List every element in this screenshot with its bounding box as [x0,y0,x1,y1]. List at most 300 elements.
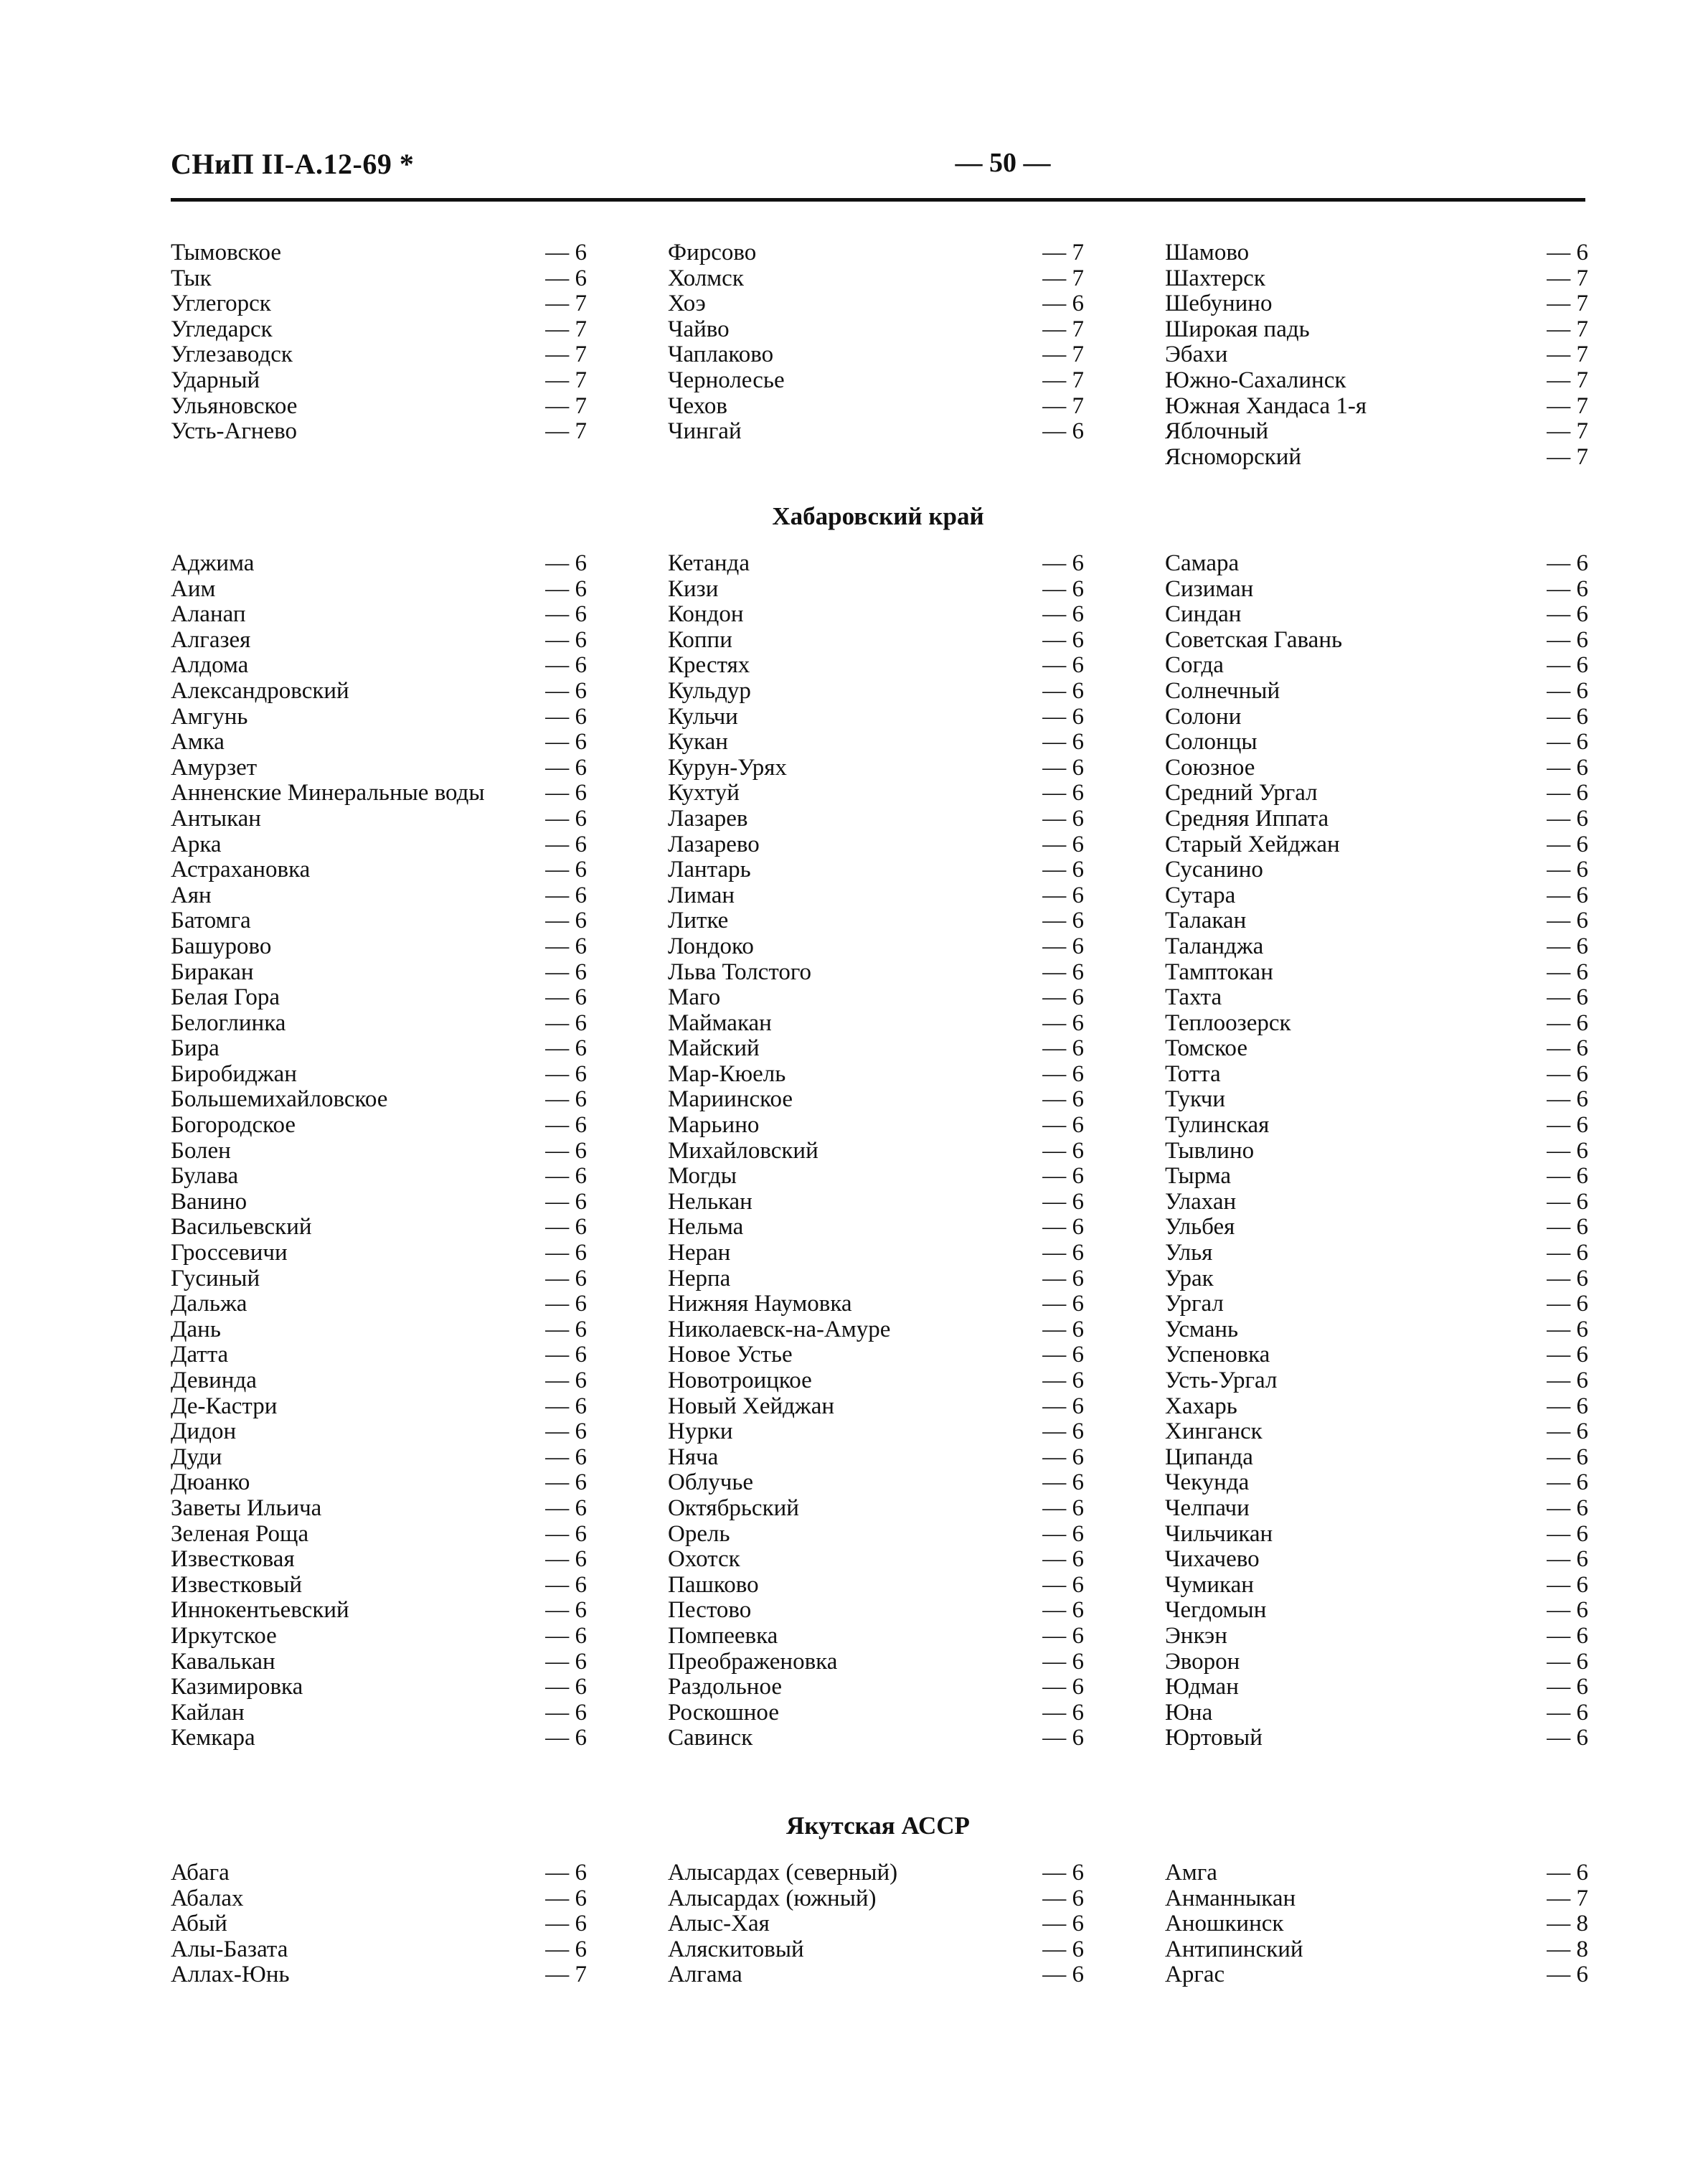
list-item [668,240,1084,266]
list-item [1165,240,1588,266]
place-value: — 6 [1042,857,1084,883]
place-value: — 7 [1547,367,1588,393]
place-name: Усть-Ургал [1165,1368,1278,1393]
list-item [668,1113,1084,1139]
place-value: — 6 [545,1342,587,1368]
list-item [1165,1394,1588,1420]
list-item [668,317,1084,343]
place-name: Мар-Кюель [668,1060,786,1087]
list-item [171,266,587,292]
place-name: Известковый [171,1571,303,1598]
place-value: — 6 [1547,1060,1588,1087]
list-item [668,1700,1084,1726]
place-value: — 6 [545,857,587,883]
place-value: — 6 [545,601,587,628]
list-item [668,985,1084,1011]
place-value: — 6 [1547,882,1588,908]
place-name: Аляскитовый [668,1936,804,1962]
list-item [171,1937,587,1963]
list-item [1165,832,1588,858]
list-item [171,577,587,603]
list-item [1165,1496,1588,1522]
place-name: Талакан [1165,908,1247,934]
place-name: Синдан [1165,601,1242,628]
list-item [1165,1860,1588,1886]
place-value: — 6 [1042,1962,1084,1988]
place-value: — 6 [1042,418,1084,445]
place-name: Бира [171,1035,220,1062]
place-name: Чекунда [1165,1469,1250,1496]
place-value: — 7 [1547,265,1588,291]
column-3 [1165,551,1588,1751]
list-item [171,1470,587,1496]
list-item [668,1291,1084,1317]
list-item [1165,756,1588,781]
list-item [1165,291,1588,317]
place-value: — 6 [1042,1674,1084,1700]
place-value: — 6 [1042,1393,1084,1419]
column-1 [171,240,587,470]
list-item [171,1113,587,1139]
place-name: Орель [668,1520,730,1547]
place-value: — 6 [1547,1674,1588,1700]
place-name: Пестово [668,1597,752,1624]
list-item [171,908,587,934]
place-value: — 6 [545,959,587,985]
list-item [171,1911,587,1937]
list-item [1165,679,1588,705]
place-name: Хахарь [1165,1393,1237,1419]
place-value: — 7 [545,367,587,393]
place-value: — 6 [1042,908,1084,934]
place-name: Ванино [171,1188,247,1215]
column-2 [668,240,1084,470]
column-1 [171,551,587,1751]
place-value: — 6 [545,1469,587,1496]
place-name: Улахан [1165,1188,1237,1215]
place-value: — 6 [1042,1936,1084,1962]
place-name: Охотск [668,1546,740,1573]
place-value: — 6 [1042,959,1084,985]
place-value: — 6 [1042,1265,1084,1291]
place-value: — 6 [1042,1520,1084,1547]
place-name: Де-Кастри [171,1393,278,1419]
list-item [1165,1700,1588,1726]
place-name: Чаплаково [668,342,774,368]
list-item [1165,1011,1588,1037]
place-value: — 6 [545,1418,587,1445]
place-value: — 6 [1042,1699,1084,1726]
list-item [171,832,587,858]
place-value: — 6 [1547,1137,1588,1164]
place-value: — 6 [545,1911,587,1937]
list-item [668,266,1084,292]
place-name: Казимировка [171,1674,303,1700]
place-name: Чернолесье [668,367,785,393]
place-name: Дальжа [171,1291,247,1317]
place-value: — 6 [545,1444,587,1470]
list-item [668,1342,1084,1368]
place-name: Энкэн [1165,1622,1227,1649]
place-name: Юртовый [1165,1725,1263,1751]
place-name: Чехов [668,392,727,419]
place-value: — 6 [1547,1597,1588,1624]
place-value: — 6 [545,1860,587,1886]
list-item [171,1547,587,1573]
list-item [1165,394,1588,420]
list-item [1165,1649,1588,1675]
place-name: Старый Хейджан [1165,831,1340,857]
list-item [1165,1886,1588,1912]
list-item [1165,1317,1588,1343]
place-value: — 6 [1547,601,1588,628]
place-value: — 6 [1547,1291,1588,1317]
list-item [171,730,587,756]
place-value: — 6 [1547,703,1588,730]
place-name: Амга [1165,1860,1217,1886]
place-value: — 6 [1547,1962,1588,1988]
list-item [1165,1419,1588,1445]
place-name: Роскошное [668,1699,779,1726]
place-name: Эворон [1165,1648,1240,1675]
place-value: — 6 [1547,1163,1588,1190]
place-value: — 6 [1042,1214,1084,1241]
list-item [668,1419,1084,1445]
list-item [668,1164,1084,1190]
place-value: — 6 [1042,1316,1084,1342]
place-value: — 6 [545,1112,587,1139]
list-item [171,1649,587,1675]
list-item [171,1522,587,1548]
place-name: Кавалькан [171,1648,275,1675]
list-item [171,1394,587,1420]
place-value: — 6 [1547,908,1588,934]
list-item [1165,1522,1588,1548]
place-value: — 6 [1547,754,1588,781]
place-name: Аргас [1165,1962,1225,1988]
place-value: — 6 [545,1885,587,1911]
place-value: — 6 [545,729,587,756]
list-item [171,653,587,679]
list-item [1165,705,1588,730]
list-item [171,1598,587,1624]
list-item [171,1241,587,1266]
place-name: Неран [668,1240,731,1266]
place-name: Кайлан [171,1699,245,1726]
place-value: — 6 [545,1393,587,1419]
place-name: Тулинская [1165,1112,1270,1139]
list-item [1165,577,1588,603]
place-value: — 6 [1547,1009,1588,1036]
place-value: — 6 [545,1368,587,1393]
list-item [171,1368,587,1394]
place-value: — 6 [1547,857,1588,883]
place-name: Алгазея [171,626,251,653]
list-item [668,1445,1084,1471]
place-name: Богородское [171,1112,296,1139]
section-title: Хабаровский край [772,502,984,530]
place-value: — 7 [545,291,587,317]
place-name: Кетанда [668,550,750,576]
place-name: Фирсово [668,240,757,265]
place-value: — 6 [1547,240,1588,265]
place-value: — 6 [1042,1495,1084,1521]
list-item [668,1087,1084,1113]
place-value: — 6 [1547,1418,1588,1445]
place-value: — 7 [1042,316,1084,342]
column-3 [1165,240,1588,470]
place-value: — 6 [545,1086,587,1113]
place-value: — 6 [1042,1291,1084,1317]
place-value: — 7 [1547,342,1588,368]
place-value: — 7 [1042,265,1084,291]
place-value: — 6 [1547,933,1588,959]
list-item [668,1937,1084,1963]
place-value: — 6 [545,984,587,1011]
place-value: — 7 [1547,291,1588,317]
place-value: — 6 [1042,1342,1084,1368]
list-item [668,1139,1084,1164]
list-item [1165,653,1588,679]
place-value: — 6 [1547,1188,1588,1215]
place-value: — 6 [545,1240,587,1266]
list-item [1165,1087,1588,1113]
place-name: Булава [171,1163,239,1190]
place-value: — 7 [545,316,587,342]
place-value: — 6 [1547,1112,1588,1139]
place-value: — 6 [1547,575,1588,602]
place-name: Нерпа [668,1265,731,1291]
place-value: — 6 [1042,575,1084,602]
list-item [171,1215,587,1241]
place-name: Антыкан [171,805,261,832]
place-value: — 6 [1042,1860,1084,1886]
place-name: Гроссевичи [171,1240,288,1266]
list-item [171,368,587,394]
place-name: Ульбея [1165,1214,1235,1241]
list-item [171,857,587,883]
place-name: Урак [1165,1265,1214,1291]
place-value: — 6 [1042,1163,1084,1190]
list-item [668,628,1084,654]
place-value: — 6 [545,1495,587,1521]
place-value: — 8 [1547,1911,1588,1937]
place-value: — 6 [1042,984,1084,1011]
place-name: Батомга [171,908,251,934]
place-value: — 6 [1042,882,1084,908]
list-item [1165,1470,1588,1496]
place-name: Гусиный [171,1265,260,1291]
place-name: Алыс-Хая [668,1911,770,1937]
place-name: Углегорск [171,291,271,317]
place-value: — 6 [545,1571,587,1598]
place-value: — 6 [1547,1520,1588,1547]
place-name: Амка [171,729,225,756]
place-name: Няча [668,1444,719,1470]
place-value: — 6 [1042,805,1084,832]
list-item [668,1675,1084,1700]
place-name: Ульяновское [171,392,298,419]
list-item [668,934,1084,960]
place-name: Тымовское [171,240,282,265]
list-item [1165,1215,1588,1241]
place-name: Заветы Ильича [171,1495,322,1521]
list-item [171,1700,587,1726]
list-item [171,1266,587,1292]
header-rule [171,198,1585,202]
list-item [171,756,587,781]
place-name: Шамово [1165,240,1250,265]
place-value: — 6 [1547,1316,1588,1342]
place-name: Шахтерск [1165,265,1265,291]
place-value: — 6 [545,831,587,857]
place-name: Зеленая Роща [171,1520,309,1547]
place-value: — 6 [545,933,587,959]
list-item [1165,960,1588,986]
place-value: — 6 [545,1009,587,1036]
place-value: — 6 [1042,754,1084,781]
list-item [171,1036,587,1062]
place-value: — 6 [1042,652,1084,679]
list-item [1165,266,1588,292]
place-value: — 7 [1547,443,1588,470]
place-name: Усмань [1165,1316,1239,1342]
place-value: — 6 [1547,1368,1588,1393]
place-name: Ципанда [1165,1444,1253,1470]
place-name: Алгама [668,1962,742,1988]
list-item [668,1241,1084,1266]
list-item [1165,1241,1588,1266]
place-name: Раздольное [668,1674,783,1700]
list-item [668,291,1084,317]
place-value: — 6 [1547,1086,1588,1113]
place-value: — 6 [1547,1571,1588,1598]
list-item [1165,1598,1588,1624]
place-name: Аим [171,575,216,602]
place-name: Тык [171,265,212,291]
place-value: — 6 [545,1597,587,1624]
place-value: — 6 [545,754,587,781]
place-name: Тотта [1165,1060,1221,1087]
list-item [668,1036,1084,1062]
place-value: — 6 [1547,805,1588,832]
place-value: — 6 [1547,831,1588,857]
place-name: Мариинское [668,1086,793,1113]
place-value: — 6 [1042,626,1084,653]
place-name: Лазарев [668,805,748,832]
place-name: Средний Ургал [1165,780,1318,806]
place-value: — 6 [1042,1444,1084,1470]
list-item [1165,551,1588,577]
list-item [668,857,1084,883]
list-item [1165,934,1588,960]
place-value: — 6 [1042,1546,1084,1573]
place-value: — 6 [1547,1699,1588,1726]
list-item [171,394,587,420]
place-value: — 6 [1547,1444,1588,1470]
list-item [668,577,1084,603]
list-item [171,1445,587,1471]
list-item [668,368,1084,394]
list-item [1165,1726,1588,1751]
place-name: Аджима [171,550,255,576]
place-value: — 6 [1547,1622,1588,1649]
place-value: — 6 [1042,1648,1084,1675]
place-value: — 7 [1042,240,1084,265]
list-item [1165,1368,1588,1394]
place-name: Тахта [1165,984,1222,1011]
column-1 [171,1860,587,1988]
place-value: — 6 [1547,652,1588,679]
place-name: Солони [1165,703,1242,730]
list-item [171,1164,587,1190]
list-item [668,1317,1084,1343]
list-item [1165,985,1588,1011]
place-value: — 7 [545,342,587,368]
place-value: — 6 [545,1188,587,1215]
place-value: — 6 [1547,1393,1588,1419]
place-name: Согда [1165,652,1224,679]
place-name: Аллах-Юнь [171,1962,290,1988]
place-name: Хоэ [668,291,706,317]
place-name: Чайво [668,316,730,342]
list-item [1165,628,1588,654]
list-item [1165,1291,1588,1317]
list-item [668,1726,1084,1751]
list-item [668,394,1084,420]
place-value: — 6 [1547,1725,1588,1751]
place-value: — 6 [545,1137,587,1164]
place-value: — 6 [1042,703,1084,730]
place-value: — 6 [1042,677,1084,704]
place-name: Новый Хейджан [668,1393,835,1419]
list-item [171,1624,587,1649]
place-name: Могды [668,1163,737,1190]
place-name: Тамптокан [1165,959,1273,985]
place-value: — 6 [1042,1725,1084,1751]
columns [171,1860,1588,1988]
page-number: — 50 — [955,148,1051,178]
place-name: Чумикан [1165,1571,1254,1598]
place-name: Аланап [171,601,246,628]
place-value: — 6 [545,1546,587,1573]
list-item [668,1368,1084,1394]
place-name: Томское [1165,1035,1247,1062]
list-item [171,551,587,577]
list-item [171,1860,587,1886]
list-item [1165,1911,1588,1937]
place-name: Алысардах (северный) [668,1860,898,1886]
list-item [171,1496,587,1522]
place-name: Коппи [668,626,732,653]
place-value: — 6 [1547,626,1588,653]
list-item [668,1547,1084,1573]
place-name: Абага [171,1860,230,1886]
place-name: Аян [171,882,212,908]
list-item [1165,1139,1588,1164]
place-value: — 6 [545,1316,587,1342]
place-name: Чихачево [1165,1546,1260,1573]
place-name: Маймакан [668,1009,772,1036]
place-name: Биракан [171,959,254,985]
list-item [1165,1547,1588,1573]
list-item [668,1470,1084,1496]
list-item [1165,883,1588,909]
list-item [1165,1573,1588,1599]
place-name: Новое Устье [668,1342,793,1368]
list-item [171,419,587,445]
list-item [1165,1624,1588,1649]
